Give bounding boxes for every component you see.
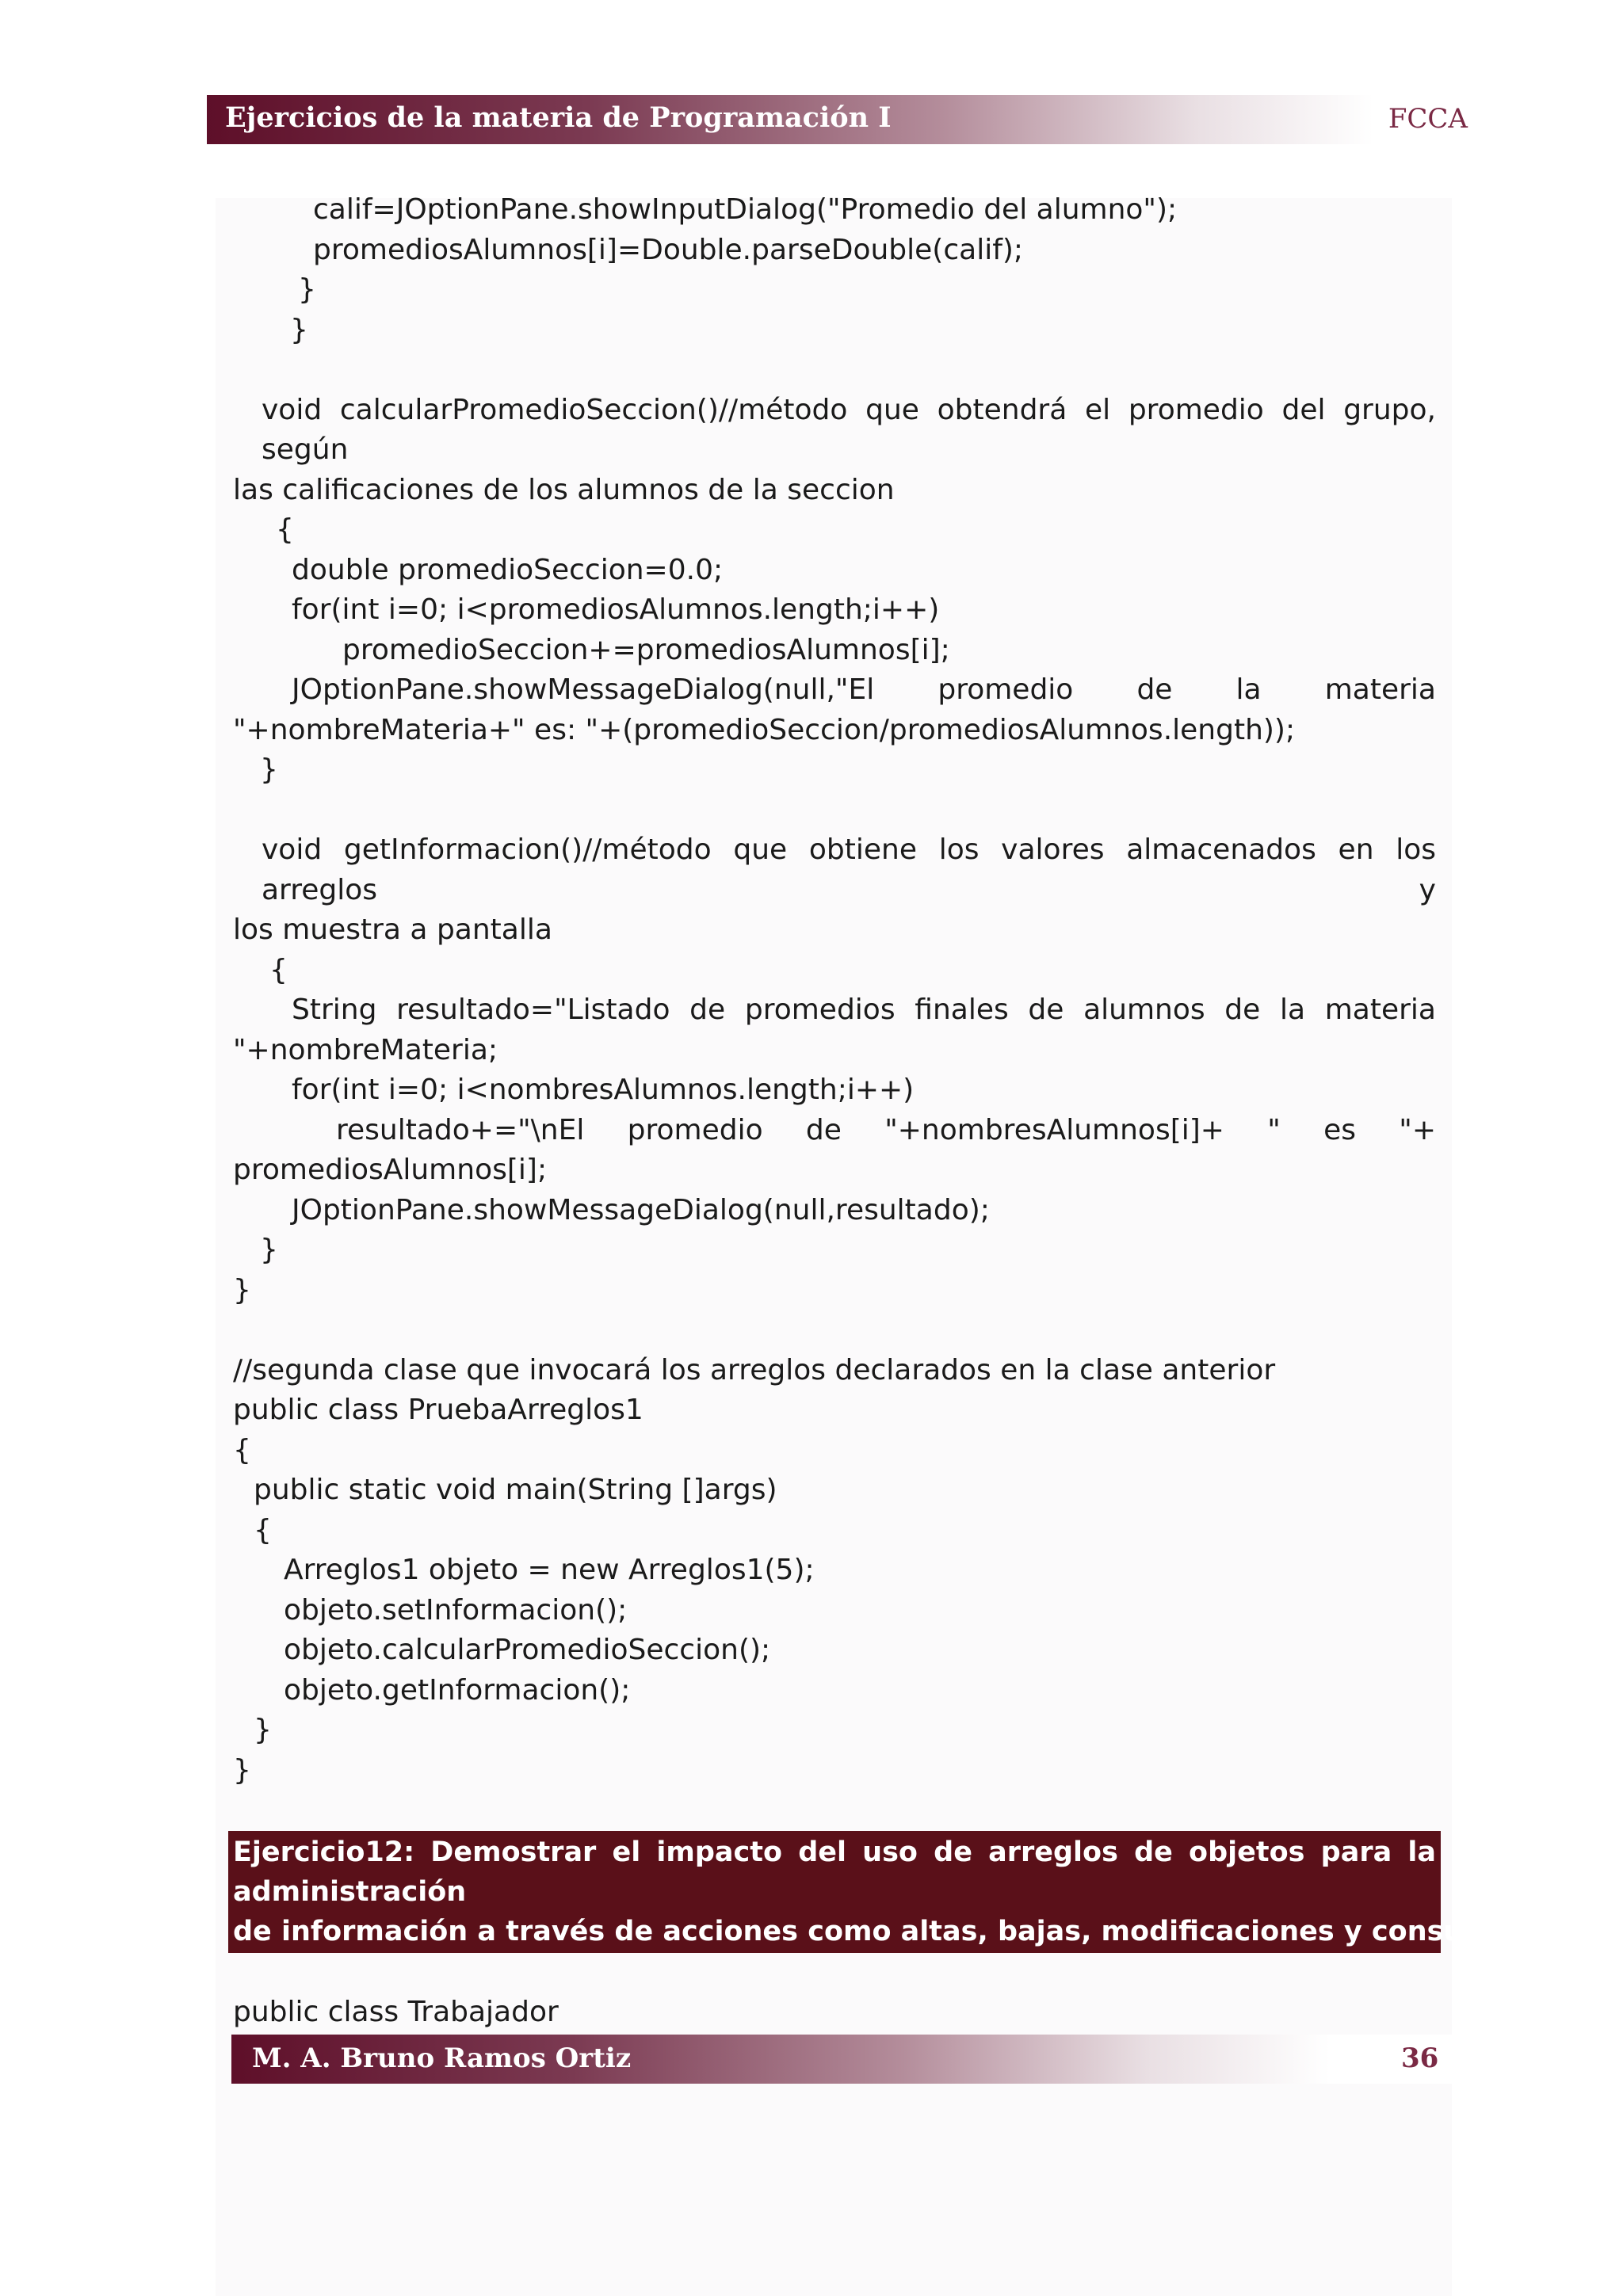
code-line: double promedioSeccion=0.0; — [292, 553, 724, 586]
blank-line — [233, 791, 1436, 831]
footer-author: M. A. Bruno Ramos Ortiz — [252, 2042, 632, 2074]
code-line: for(int i=0; i<nombresAlumnos.length;i++) — [292, 1074, 915, 1106]
code-line: } — [260, 753, 278, 786]
code-line: public class Trabajador — [233, 1996, 559, 2028]
code-line: void getInformacion()//método que obtiene los valores almacenados en los arreglos y — [262, 833, 1436, 906]
code-line: objeto.setInformacion(); — [284, 1593, 628, 1627]
code-line: for(int i=0; i<promediosAlumnos.length;i++) — [292, 593, 940, 626]
code-line: JOptionPane.showMessageDialog(null,"El promedio de la materia — [292, 673, 1436, 706]
code-line: JOptionPane.showMessageDialog(null,resultado); — [292, 1193, 990, 1226]
code-line: } — [290, 313, 308, 346]
code-line: promediosAlumnos[i]=Double.parseDouble(calif); — [313, 233, 1024, 266]
exercise-heading — [228, 1831, 1532, 1953]
code-line: "+nombreMateria+" es: "+(promedioSeccion/promediosAlumnos.length)); — [233, 713, 1296, 746]
code-line: } — [254, 1714, 272, 1746]
document-body — [233, 190, 1532, 2074]
exercise-heading-line: Ejercicio12: Demostrar el impacto del uso de arreglos de objetos para la administración — [233, 1836, 1436, 1908]
code-line: public class PruebaArreglos1 — [233, 1394, 643, 1426]
code-line: String resultado="Listado de promedios finales de alumnos de la materia — [292, 994, 1436, 1026]
code-line: objeto.getInformacion(); — [284, 1673, 631, 1707]
code-line: las calificaciones de los alumnos de la seccion — [233, 473, 895, 506]
code-line: //segunda clase que invocará los arreglos declarados en la clase anterior — [233, 1353, 1276, 1386]
code-line: "+nombreMateria; — [233, 1033, 498, 1066]
code-line: void calcularPromedioSeccion()//método que obtendrá el promedio del grupo, según — [262, 393, 1436, 466]
blank-line — [233, 1791, 1436, 1831]
code-line: los muestra a pantalla — [233, 913, 552, 946]
code-line: calif=JOptionPane.showInputDialog("Promedio del alumno"); — [313, 193, 1178, 226]
code-line: promediosAlumnos[i]; — [233, 1154, 548, 1186]
code-line: { — [276, 513, 294, 546]
exercise-heading-line: de información a través de acciones como altas, bajas, modificaciones y consultas. — [233, 1915, 1532, 1947]
code-line: } — [233, 1273, 251, 1306]
blank-line — [233, 1310, 1436, 1351]
page-number: 36 — [1401, 2042, 1439, 2074]
code-line: { — [269, 953, 288, 986]
code-line: objeto.calcularPromedioSeccion(); — [284, 1634, 771, 1666]
blank-line — [233, 1953, 1436, 1993]
code-line: } — [233, 1753, 251, 1787]
code-line: } — [260, 1234, 278, 1266]
code-line: } — [298, 273, 316, 306]
code-line: { — [254, 1513, 272, 1547]
blank-line — [233, 350, 1436, 391]
code-line: { — [233, 1433, 251, 1466]
code-line: public static void main(String []args) — [254, 1474, 777, 1506]
header-org: FCCA — [1388, 103, 1468, 135]
code-line: resultado+="\nEl promedio de "+nombresAlumnos[i]+ " es "+ — [336, 1113, 1436, 1146]
code-line: Arreglos1 objeto = new Arreglos1(5); — [284, 1554, 815, 1586]
code-line: promedioSeccion+=promediosAlumnos[i]; — [342, 633, 950, 666]
header-title: Ejercicios de la materia de Programación I — [225, 101, 892, 134]
